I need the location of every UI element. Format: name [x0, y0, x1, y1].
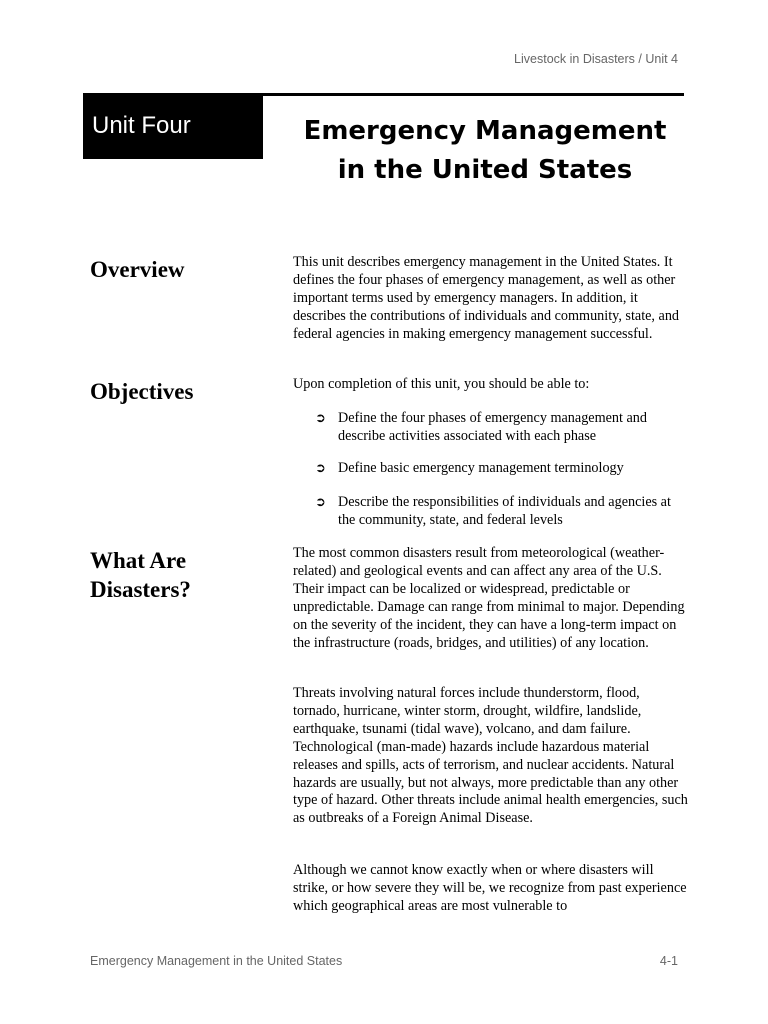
disasters-paragraph: Although we cannot know exactly when or where disasters will strike, or how severe they will be, we recognize from past experience which geographical areas are most vulnerable to — [293, 862, 687, 914]
objective-item — [315, 460, 688, 478]
arrow-circle-icon: ➲ — [315, 461, 326, 476]
disasters-heading-line-1: What Are — [90, 548, 187, 573]
disasters-paragraph: The most common disasters result from meteorological (weather-related) and geological events and can affect any area of the U.S. Their impact can be localized or widespread, predictable or unpredictable. Damage can range from minimal to major. Depending on the severity of the incident, they can have a long-term impact on the infrastructure (roads, bridges, and utilities) of any location. — [293, 545, 685, 651]
unit-box — [83, 93, 263, 159]
overview-heading: Overview — [90, 257, 185, 282]
overview-text: This unit describes emergency management in the United States. It defines the four phases of emergency management, as well as other important terms used by emergency managers. In addition, it describes the contributions of individuals and community, state, and federal agencies in making emergency management successful. — [293, 254, 680, 342]
title-line-1: Emergency Management — [303, 116, 667, 146]
unit-label: Unit Four — [92, 112, 191, 139]
objective-item-text: Describe the responsibilities of individuals and agencies at the community, state, and federal levels — [338, 494, 671, 528]
objective-item — [315, 494, 688, 530]
page-title — [285, 112, 685, 190]
running-head: Livestock in Disasters / Unit 4 — [514, 52, 678, 66]
disasters-heading-line-2: Disasters? — [90, 577, 191, 602]
footer-title: Emergency Management in the United States — [90, 954, 343, 968]
title-line-2: in the United States — [337, 155, 633, 185]
objective-item-text: Define basic emergency management terminology — [338, 460, 624, 476]
objective-item — [315, 410, 688, 446]
arrow-circle-icon: ➲ — [315, 411, 326, 426]
objectives-heading: Objectives — [90, 379, 194, 404]
disasters-heading — [90, 546, 280, 604]
arrow-circle-icon: ➲ — [315, 495, 326, 510]
objective-item-text: Define the four phases of emergency management and describe activities associated with each phase — [338, 410, 647, 444]
page-number: 4-1 — [659, 954, 678, 968]
objectives-intro: Upon completion of this unit, you should be able to: — [293, 376, 590, 392]
disasters-paragraph: Threats involving natural forces include thunderstorm, flood, tornado, hurricane, winter storm, drought, wildfire, landslide, earthquake, tsunami (tidal wave), volcano, and dam failure. Technological (man-made) hazards include hazardous material releases and spills, acts of terrorism, and nuclear accidents. Natural hazards are usually, but not always, more predictable than any other type of hazard. Other threats include animal health emergencies, such as outbreaks of a Foreign Animal Disease. — [293, 685, 688, 827]
